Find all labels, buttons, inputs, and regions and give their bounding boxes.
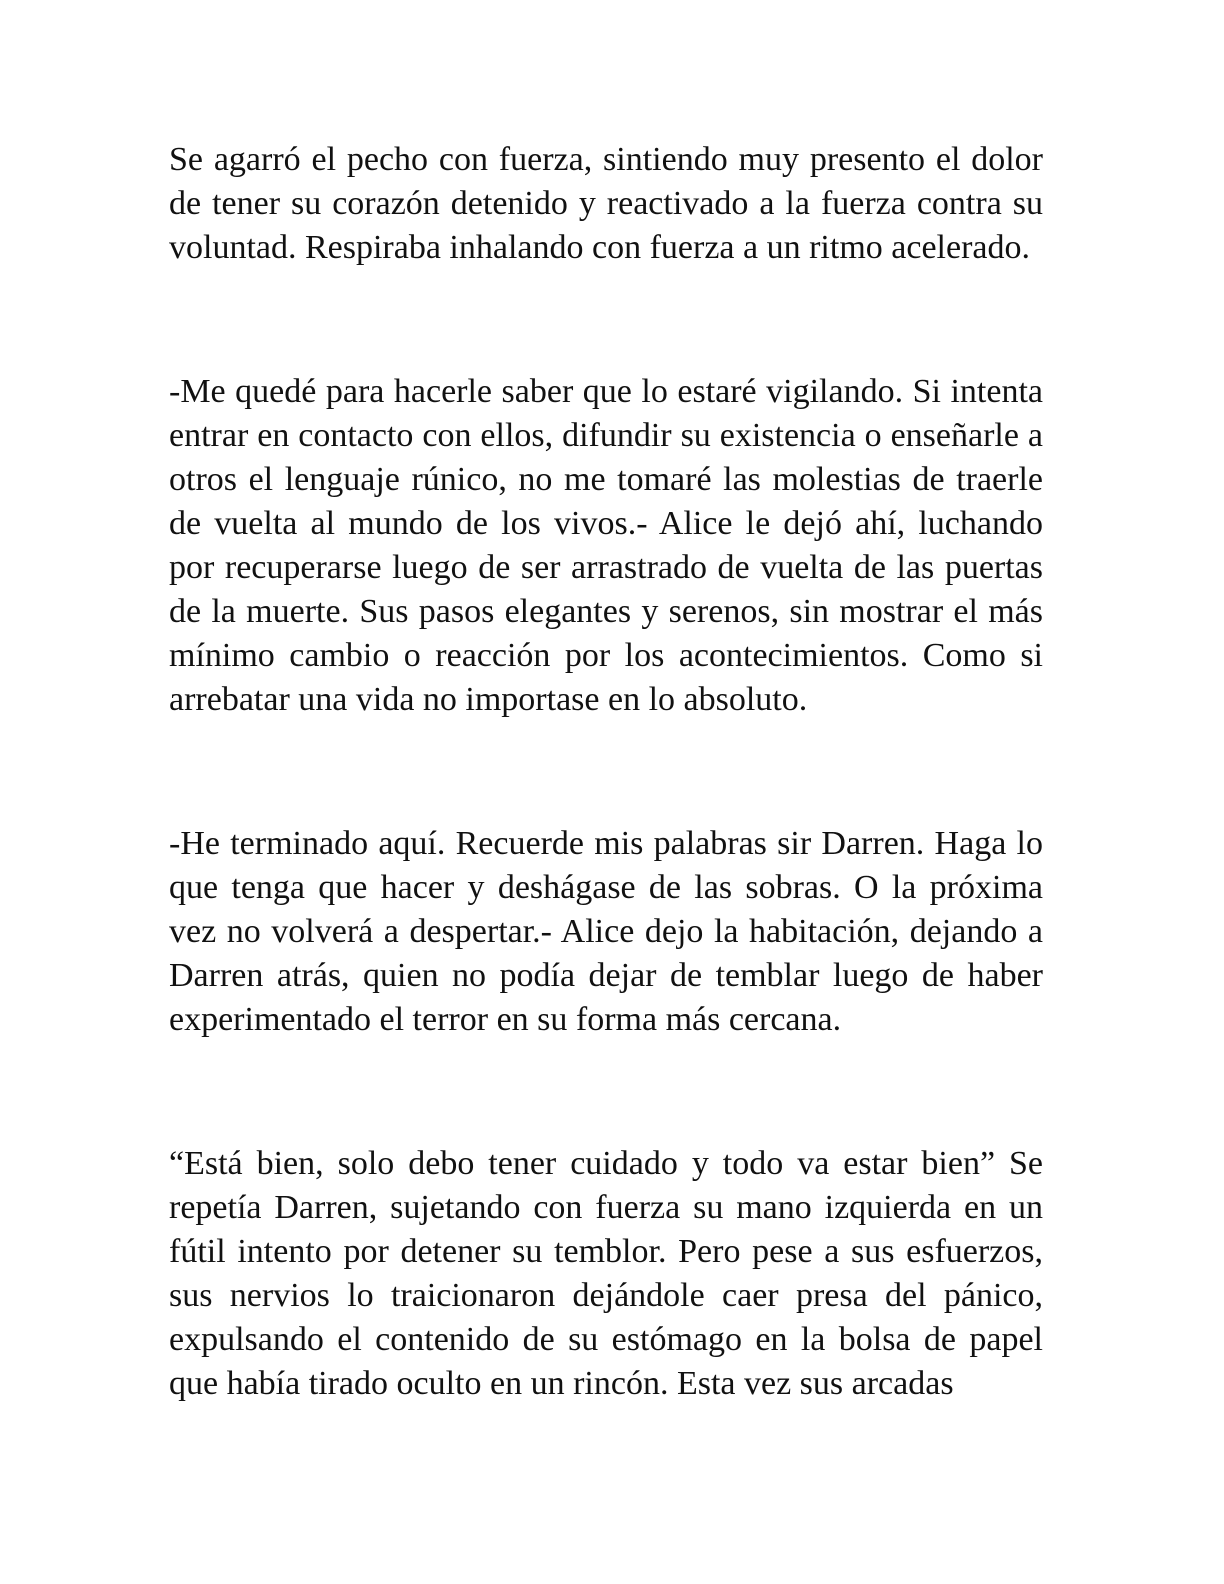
- paragraph-1: Se agarró el pecho con fuerza, sintiendo muy presento el dolor de tener su corazón detenido y reactivado a la fuerza contra su voluntad. Respiraba inhalando con fuerza a un ritmo acelerado.: [169, 141, 1043, 266]
- paragraph-3: -He terminado aquí. Recuerde mis palabras sir Darren. Haga lo que tenga que hacer y deshágase de las sobras. O la próxima vez no volverá a despertar.- Alice dejo la habitación, dejando a Darren atrás, quien no podía dejar de temblar luego de haber experimentado el terror en su forma más cercana.: [169, 825, 1043, 1038]
- paragraph-2: -Me quedé para hacerle saber que lo estaré vigilando. Si intenta entrar en contacto con ellos, difundir su existencia o enseñarle a otros el lenguaje rúnico, no me tomaré las molestias de traerle de vuelta al mundo de los vivos.- Alice le dejó ahí, luchando por recuperarse luego de ser arrastrado de vuelta de las puertas de la muerte. Sus pasos elegantes y serenos, sin mostrar el más mínimo cambio o reacción por los acontecimientos. Como si arrebatar una vida no importase en lo absoluto.: [169, 373, 1043, 718]
- document-page: [169, 138, 1043, 1406]
- paragraph-4: “Está bien, solo debo tener cuidado y todo va estar bien” Se repetía Darren, sujetando con fuerza su mano izquierda en un fútil intento por detener su temblor. Pero pese a sus esfuerzos, sus nervios lo traicionaron dejándole caer presa del pánico, expulsando el contenido de su estómago en la bolsa de papel que había tirado oculto en un rincón. Esta vez sus arcadas: [169, 1145, 1043, 1402]
